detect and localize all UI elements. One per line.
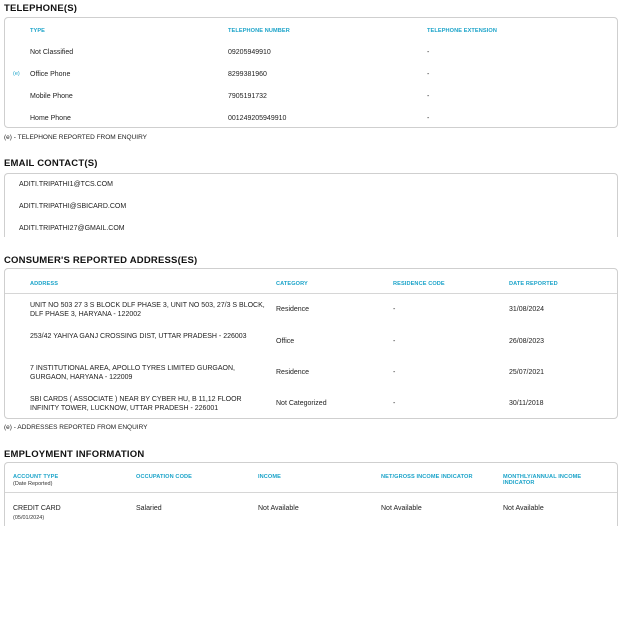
employment-account-type: CREDIT CARD (13, 505, 61, 512)
address-text: UNIT NO 503 27 3 S BLOCK DLF PHASE 3, UNIT NO 503, 27/3 S BLOCK, DLF PHASE 3, HARYANA - 122002 (30, 302, 265, 318)
col-header-type: TYPE (30, 28, 46, 34)
phone-type: Mobile Phone (30, 93, 73, 100)
email-item: ADITI.TRIPATHI27@GMAIL.COM (19, 225, 125, 232)
emails-title: EMAIL CONTACT(S) (4, 158, 98, 169)
employment-income: Not Available (258, 505, 299, 512)
enquiry-mark: (e) (13, 71, 20, 77)
phone-number: 8299381960 (228, 71, 267, 78)
address-date-reported: 31/08/2024 (509, 306, 545, 313)
address-text: 253/42 YAHIYA GANJ CROSSING DIST, UTTAR PRADESH - 226003 (30, 333, 247, 340)
col-header-telephone-number: TELEPHONE NUMBER (228, 28, 290, 34)
address-date-reported: 25/07/2021 (509, 369, 545, 376)
email-item: ADITI.TRIPATHI@SBICARD.COM (19, 203, 127, 210)
header-divider (5, 293, 617, 294)
col-header-occupation-code: OCCUPATION CODE (136, 474, 192, 480)
address-date-reported: 30/11/2018 (509, 400, 544, 407)
address-category: Not Categorized (276, 400, 327, 407)
employment-table (4, 462, 618, 526)
address-residence-code: - (393, 400, 396, 407)
phone-extension: - (427, 93, 430, 100)
addresses-enquiry-note: (e) - ADDRESSES REPORTED FROM ENQUIRY (4, 424, 148, 431)
header-divider (5, 492, 617, 493)
addresses-table (4, 268, 618, 419)
phone-number: 7905191732 (228, 93, 267, 100)
telephones-title: TELEPHONE(S) (4, 3, 78, 14)
address-residence-code: - (393, 338, 396, 345)
phone-type: Not Classified (30, 49, 74, 56)
addresses-title: CONSUMER'S REPORTED ADDRESS(ES) (4, 255, 198, 266)
email-item: ADITI.TRIPATHI1@TCS.COM (19, 181, 113, 188)
col-header-monthly-annual-income: MONTHLY/ANNUAL INCOME INDICATOR (503, 474, 582, 486)
address-text: 7 INSTITUTIONAL AREA, APOLLO TYRES LIMITED GURGAON, GURGAON, HARYANA - 122009 (30, 365, 235, 381)
employment-net-gross: Not Available (381, 505, 422, 512)
telephones-enquiry-note: (e) - TELEPHONE REPORTED FROM ENQUIRY (4, 134, 148, 141)
telephones-table (4, 17, 618, 128)
address-residence-code: - (393, 369, 396, 376)
employment-occupation-code: Salaried (136, 505, 162, 512)
col-header-income: INCOME (258, 474, 281, 480)
col-header-account-type: ACCOUNT TYPE (13, 474, 59, 480)
col-header-net-gross-income: NET/GROSS INCOME INDICATOR (381, 474, 473, 480)
col-header-category: CATEGORY (276, 281, 308, 287)
phone-extension: - (427, 115, 430, 122)
address-category: Residence (276, 306, 310, 313)
phone-extension: - (427, 49, 430, 56)
col-header-telephone-extension: TELEPHONE EXTENSION (427, 28, 497, 34)
phone-number: 001249205949910 (228, 115, 287, 122)
col-header-address: ADDRESS (30, 281, 59, 287)
address-date-reported: 26/08/2023 (509, 338, 545, 345)
address-category: Office (276, 338, 295, 345)
col-header-residence-code: RESIDENCE CODE (393, 281, 445, 287)
phone-type: Home Phone (30, 115, 71, 122)
phone-type: Office Phone (30, 71, 71, 78)
employment-monthly-annual: Not Available (503, 505, 544, 512)
col-subheader-date-reported: (Date Reported) (13, 481, 53, 487)
phone-extension: - (427, 71, 430, 78)
employment-title: EMPLOYMENT INFORMATION (4, 449, 145, 460)
address-text: SBI CARDS ( ASSOCIATE ) NEAR BY CYBER HU, B 11,12 FLOOR INFINITY TOWER, LUCKNOW, UTTAR PRADESH - 226001 (30, 396, 242, 412)
col-header-date-reported: DATE REPORTED (509, 281, 558, 287)
employment-date-reported: (05/01/2024) (13, 515, 45, 521)
emails-list (4, 173, 618, 237)
address-residence-code: - (393, 306, 396, 313)
address-category: Residence (276, 369, 310, 376)
phone-number: 09205949910 (228, 49, 271, 56)
